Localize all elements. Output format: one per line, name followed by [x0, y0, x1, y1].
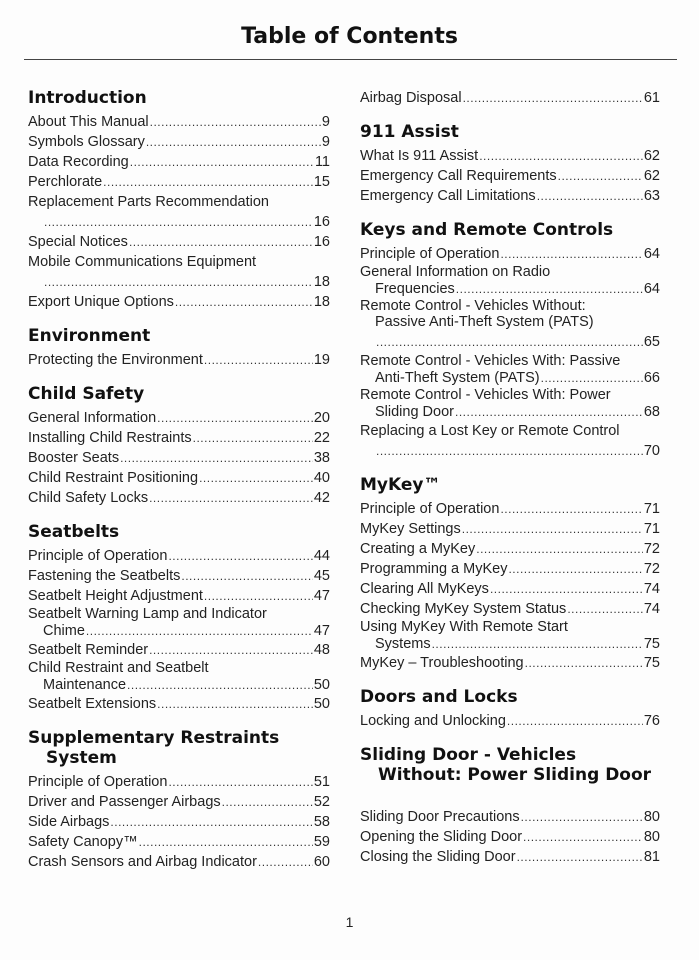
- dot-leader: [558, 166, 643, 186]
- toc-entry-label: What Is 911 Assist: [360, 148, 479, 164]
- toc-entry-line: [28, 132, 330, 152]
- toc-entry-label: Fastening the Seatbelts: [28, 568, 181, 584]
- section-heading: [28, 522, 330, 542]
- toc-entry-label: General Information: [28, 410, 157, 426]
- toc-entry-line: [360, 244, 660, 264]
- toc-entry[interactable]: [360, 264, 660, 298]
- toc-entry[interactable]: [28, 546, 330, 566]
- toc-entry-line: [360, 847, 660, 867]
- toc-entry[interactable]: [28, 232, 330, 252]
- toc-entry-label: Creating a MyKey: [360, 541, 476, 557]
- section-heading: [360, 475, 660, 495]
- toc-entry-label: MyKey – Troubleshooting: [360, 655, 524, 671]
- dot-leader: [103, 172, 313, 192]
- toc-entry-label: MyKey Settings: [360, 521, 461, 537]
- toc-entry-label: Closing the Sliding Door: [360, 849, 516, 865]
- toc-entry-page: 63: [643, 188, 660, 204]
- toc-entry-page: 70: [643, 443, 660, 459]
- toc-section-doors-and-locks: [360, 687, 660, 731]
- toc-entry-line: [28, 792, 330, 812]
- toc-entry-page: 16: [313, 234, 330, 250]
- dot-leader: [110, 812, 312, 832]
- toc-entry-line: [360, 146, 660, 166]
- toc-entry[interactable]: [28, 488, 330, 508]
- toc-entry[interactable]: [360, 827, 660, 847]
- toc-entry-line: [28, 272, 330, 292]
- toc-entry-label: Child Safety Locks: [28, 490, 149, 506]
- dot-leader: [193, 428, 313, 448]
- toc-entry-line: [360, 579, 660, 599]
- dot-leader: [376, 441, 643, 461]
- toc-entry-page: 59: [313, 834, 330, 850]
- toc-entry-page: 62: [643, 148, 660, 164]
- toc-entry-label: Protecting the Environment: [28, 352, 203, 368]
- toc-entry[interactable]: [360, 619, 660, 653]
- toc-entry-page: 76: [643, 713, 660, 729]
- toc-entry-page: 9: [321, 114, 330, 130]
- toc-entry-label: About This Manual: [28, 114, 149, 130]
- toc-entry-page: 62: [643, 168, 660, 184]
- toc-section: [360, 88, 660, 108]
- dot-leader: [44, 212, 313, 232]
- toc-entry-label: Principle of Operation: [360, 501, 500, 517]
- toc-section-keys-and-remote-controls: [360, 220, 660, 461]
- toc-entry[interactable]: [360, 579, 660, 599]
- toc-entry[interactable]: [360, 186, 660, 206]
- toc-entry-page: 38: [313, 450, 330, 466]
- dot-leader: [199, 468, 313, 488]
- toc-entry-label: Booster Seats: [28, 450, 120, 466]
- toc-entry-line: [28, 640, 330, 660]
- toc-entry-line: [360, 599, 660, 619]
- toc-entry-line: [28, 448, 330, 468]
- toc-entry[interactable]: [360, 519, 660, 539]
- section-heading-line: Child Safety: [28, 384, 145, 404]
- toc-entry-page: 66: [643, 370, 660, 386]
- toc-entry-line: [28, 622, 330, 640]
- dot-leader: [432, 635, 643, 653]
- toc-entry[interactable]: [28, 172, 330, 192]
- dot-leader: [537, 186, 643, 206]
- section-heading: [360, 122, 660, 142]
- section-heading-line: Introduction: [28, 88, 147, 108]
- toc-entry[interactable]: [28, 640, 330, 660]
- toc-entry-page: 75: [643, 636, 660, 652]
- toc-entry-page: 74: [643, 581, 660, 597]
- toc-entry-page: 11: [314, 154, 330, 170]
- page-number: 1: [345, 914, 354, 930]
- toc-entry[interactable]: [360, 499, 660, 519]
- toc-entry[interactable]: [28, 192, 330, 232]
- toc-entry-page: 71: [643, 501, 660, 517]
- toc-entry-line: [360, 186, 660, 206]
- toc-entry[interactable]: [360, 387, 660, 421]
- toc-entry[interactable]: [360, 166, 660, 186]
- toc-entry-label: Maintenance: [43, 677, 127, 693]
- toc-entry-label: Symbols Glossary: [28, 134, 145, 150]
- toc-entry[interactable]: [28, 772, 330, 792]
- toc-entry-line: [360, 499, 660, 519]
- toc-entry-line: [360, 519, 660, 539]
- toc-entry[interactable]: [28, 292, 330, 312]
- section-heading: [360, 745, 660, 785]
- toc-entry-page: 52: [313, 794, 330, 810]
- toc-entry-label: Clearing All MyKeys: [360, 581, 489, 597]
- dot-leader: [521, 807, 643, 827]
- section-heading: [28, 326, 330, 346]
- toc-entry-page: 75: [643, 655, 660, 671]
- toc-entry-page: 51: [313, 774, 330, 790]
- toc-entry-label: Driver and Passenger Airbags: [28, 794, 221, 810]
- toc-entry-page: 81: [643, 849, 660, 865]
- dot-leader: [139, 832, 313, 852]
- toc-entry-label: Side Airbags: [28, 814, 110, 830]
- toc-entry-line: [28, 546, 330, 566]
- section-heading-line: Environment: [28, 326, 151, 346]
- toc-entry-page: 72: [643, 541, 660, 557]
- toc-entry-page: 68: [643, 404, 660, 420]
- toc-entry-line: [28, 676, 330, 694]
- dot-leader: [490, 579, 643, 599]
- dot-leader: [150, 112, 321, 132]
- toc-entry[interactable]: [28, 566, 330, 586]
- dot-leader: [500, 244, 642, 264]
- section-heading-line: Seatbelts: [28, 522, 120, 542]
- toc-entry-label: Principle of Operation: [360, 246, 500, 262]
- toc-entry-line: [360, 653, 660, 673]
- toc-entry-label: Checking MyKey System Status: [360, 601, 567, 617]
- toc-entry[interactable]: [360, 146, 660, 166]
- dot-leader: [476, 539, 643, 559]
- toc-entry-label: Airbag Disposal: [360, 90, 462, 106]
- dot-leader: [376, 331, 643, 353]
- dot-leader: [507, 711, 643, 731]
- toc-entry-label: Principle of Operation: [28, 774, 168, 790]
- toc-entry[interactable]: [28, 812, 330, 832]
- section-heading: [28, 384, 330, 404]
- toc-section-911-assist: [360, 122, 660, 206]
- toc-entry-page: 60: [313, 854, 330, 870]
- toc-entry-label: Frequencies: [375, 281, 455, 297]
- toc-entry-label: Passive Anti-Theft System (PATS): [375, 314, 594, 330]
- toc-entry-line: [28, 350, 330, 370]
- toc-entry-page: 64: [643, 281, 660, 297]
- toc-entry[interactable]: [360, 421, 660, 461]
- toc-entry[interactable]: [28, 468, 330, 488]
- toc-entry-label: Emergency Call Limitations: [360, 188, 536, 204]
- toc-entry-page: 48: [313, 642, 330, 658]
- toc-entry-page: 61: [643, 90, 660, 106]
- toc-entry[interactable]: [28, 112, 330, 132]
- dot-leader: [120, 448, 313, 468]
- toc-entry-page: 80: [643, 829, 660, 845]
- dot-leader: [258, 852, 313, 872]
- dot-leader: [500, 499, 642, 519]
- toc-entry-page: 19: [313, 352, 330, 368]
- toc-entry-label: Safety Canopy™: [28, 834, 138, 850]
- toc-entry-label: Child Restraint and Seatbelt: [28, 660, 209, 676]
- toc-entry-label: Installing Child Restraints: [28, 430, 192, 446]
- toc-entry-label: Emergency Call Requirements: [360, 168, 557, 184]
- toc-entry-page: 47: [313, 588, 330, 604]
- toc-entry-line: [360, 807, 660, 827]
- toc-entry-page: 20: [313, 410, 330, 426]
- toc-section-seatbelts: [28, 522, 330, 714]
- section-heading: [28, 88, 330, 108]
- toc-entry-line: [360, 711, 660, 731]
- toc-entry-label: Special Notices: [28, 234, 128, 250]
- toc-entry-line: [360, 331, 660, 353]
- dot-leader: [146, 132, 321, 152]
- section-heading: [360, 220, 660, 240]
- toc-entry-page: 80: [643, 809, 660, 825]
- toc-entry-line: [360, 369, 660, 387]
- toc-entry-line: [28, 488, 330, 508]
- toc-entry-page: 22: [313, 430, 330, 446]
- toc-entry-page: 65: [643, 334, 660, 350]
- toc-entry-page: 18: [313, 274, 330, 290]
- toc-entry[interactable]: [28, 832, 330, 852]
- toc-entry-line: [28, 468, 330, 488]
- toc-section-mykey: [360, 475, 660, 673]
- dot-leader: [149, 488, 313, 508]
- toc-entry[interactable]: [360, 599, 660, 619]
- toc-entry-line: [28, 852, 330, 872]
- toc-entry-label: Sliding Door Precautions: [360, 809, 520, 825]
- toc-entry-page: 42: [313, 490, 330, 506]
- dot-leader: [455, 403, 643, 421]
- toc-entry-line: [28, 212, 330, 232]
- toc-entry[interactable]: [360, 298, 660, 353]
- dot-leader: [175, 292, 313, 312]
- toc-right-column: [360, 88, 660, 867]
- section-heading-line: 911 Assist: [360, 122, 459, 142]
- dot-leader: [86, 622, 313, 640]
- toc-entry-page: 50: [313, 677, 330, 693]
- dot-leader: [181, 566, 313, 586]
- page-title: Table of Contents: [241, 24, 458, 49]
- toc-entry[interactable]: [28, 408, 330, 428]
- section-heading-line: Doors and Locks: [360, 687, 518, 707]
- toc-entry-line: [28, 586, 330, 606]
- toc-entry[interactable]: [360, 539, 660, 559]
- toc-entry-line: [360, 403, 660, 421]
- toc-entry[interactable]: [360, 847, 660, 867]
- toc-entry-label: Mobile Communications Equipment: [28, 254, 257, 270]
- toc-entry[interactable]: [360, 559, 660, 579]
- dot-leader: [463, 88, 643, 108]
- dot-leader: [204, 586, 313, 606]
- toc-entry-label: Programming a MyKey: [360, 561, 508, 577]
- section-heading: [360, 687, 660, 707]
- toc-section-supplementary-restraints: [28, 728, 330, 872]
- toc-entry-page: 47: [313, 623, 330, 639]
- toc-entry-page: 64: [643, 246, 660, 262]
- dot-leader: [541, 369, 643, 387]
- toc-entry-line: [28, 772, 330, 792]
- toc-entry-page: 45: [313, 568, 330, 584]
- toc-entry-page: 40: [313, 470, 330, 486]
- toc-entry-line: [360, 88, 660, 108]
- toc-entry[interactable]: [28, 792, 330, 812]
- toc-section-sliding-door-vehicles: [360, 745, 660, 867]
- dot-leader: [127, 676, 313, 694]
- toc-entry-label: Principle of Operation: [28, 548, 168, 564]
- toc-entry-line: [28, 292, 330, 312]
- dot-leader: [523, 827, 643, 847]
- toc-entry-label: Export Unique Options: [28, 294, 174, 310]
- toc-entry-page: 72: [643, 561, 660, 577]
- toc-entry-line: [28, 112, 330, 132]
- toc-entry-line: [28, 232, 330, 252]
- dot-leader: [44, 272, 313, 292]
- toc-entry-label: Opening the Sliding Door: [360, 829, 523, 845]
- toc-entry-label: Remote Control - Vehicles With: Passive: [360, 353, 621, 369]
- section-heading-line: Without: Power Sliding Door: [378, 765, 652, 785]
- toc-left-column: [28, 88, 330, 872]
- dot-leader: [157, 694, 313, 714]
- section-heading-line: MyKey™: [360, 475, 441, 495]
- toc-entry-line: [360, 559, 660, 579]
- toc-entry-line: [360, 539, 660, 559]
- toc-entry-label: Replacement Parts Recommendation: [28, 194, 269, 210]
- toc-entry[interactable]: [28, 152, 330, 172]
- toc-section-introduction: [28, 88, 330, 312]
- toc-entry-label: Locking and Unlocking: [360, 713, 506, 729]
- toc-entry-page: 9: [321, 134, 330, 150]
- toc-entry-label: Systems: [375, 636, 431, 652]
- toc-entry[interactable]: [28, 852, 330, 872]
- dot-leader: [157, 408, 313, 428]
- toc-entry-label: Sliding Door: [375, 404, 454, 420]
- section-heading-line: System: [46, 748, 117, 768]
- toc-entry-page: 15: [313, 174, 330, 190]
- toc-entry-label: Chime: [43, 623, 85, 639]
- toc-entry-line: [28, 172, 330, 192]
- toc-entry-label: Data Recording: [28, 154, 129, 170]
- toc-entry[interactable]: [360, 88, 660, 108]
- toc-entry-line: [28, 566, 330, 586]
- title-divider: [24, 59, 677, 60]
- toc-entry[interactable]: [360, 244, 660, 264]
- dot-leader: [130, 152, 314, 172]
- section-heading-line: Sliding Door - Vehicles: [360, 745, 577, 765]
- dot-leader: [168, 772, 312, 792]
- toc-entry[interactable]: [28, 132, 330, 152]
- dot-leader: [222, 792, 313, 812]
- toc-entry-label: Seatbelt Height Adjustment: [28, 588, 203, 604]
- toc-entry[interactable]: [28, 350, 330, 370]
- toc-entry-page: 16: [313, 214, 330, 230]
- toc-entry-label: Remote Control - Vehicles With: Power: [360, 387, 611, 403]
- toc-entry[interactable]: [360, 653, 660, 673]
- toc-entry-page: 44: [313, 548, 330, 564]
- toc-entry-label: Perchlorate: [28, 174, 103, 190]
- toc-entry-label: Crash Sensors and Airbag Indicator: [28, 854, 257, 870]
- toc-entry-label: Seatbelt Warning Lamp and Indicator: [28, 606, 267, 622]
- dot-leader: [525, 653, 643, 673]
- section-heading: [28, 728, 330, 768]
- toc-entry-label: Anti-Theft System (PATS): [375, 370, 540, 386]
- toc-entry-line: [360, 827, 660, 847]
- toc-entry[interactable]: [28, 660, 330, 694]
- dot-leader: [456, 280, 643, 298]
- dot-leader: [567, 599, 643, 619]
- toc-entry-line: [28, 408, 330, 428]
- toc-entry-line: [360, 280, 660, 298]
- toc-entry-label: Using MyKey With Remote Start: [360, 619, 568, 635]
- toc-entry-line: [28, 152, 330, 172]
- toc-entry-label: General Information on Radio: [360, 264, 551, 280]
- toc-entry-page: 50: [313, 696, 330, 712]
- toc-entry[interactable]: [360, 353, 660, 387]
- toc-entry-label: Seatbelt Reminder: [28, 642, 149, 658]
- toc-entry-line: [360, 635, 660, 653]
- dot-leader: [149, 640, 313, 660]
- dot-leader: [129, 232, 313, 252]
- toc-entry-line: [360, 166, 660, 186]
- toc-entry[interactable]: [28, 252, 330, 292]
- toc-entry[interactable]: [28, 606, 330, 640]
- toc-entry-page: 18: [313, 294, 330, 310]
- dot-leader: [517, 847, 643, 867]
- toc-entry-line: [28, 832, 330, 852]
- toc-entry[interactable]: [28, 694, 330, 714]
- toc-entry-line: [360, 441, 660, 461]
- toc-entry-page: 71: [643, 521, 660, 537]
- section-heading-line: Supplementary Restraints: [28, 728, 280, 748]
- dot-leader: [462, 519, 643, 539]
- toc-entry[interactable]: [28, 448, 330, 468]
- dot-leader: [508, 559, 642, 579]
- toc-entry-page: 58: [313, 814, 330, 830]
- section-heading-line: Keys and Remote Controls: [360, 220, 614, 240]
- toc-entry-line: [28, 428, 330, 448]
- toc-entry-line: [28, 694, 330, 714]
- toc-entry-page: 74: [643, 601, 660, 617]
- toc-entry-line: [28, 812, 330, 832]
- toc-entry[interactable]: [28, 586, 330, 606]
- toc-entry[interactable]: [360, 711, 660, 731]
- dot-leader: [479, 146, 643, 166]
- toc-entry-label: Seatbelt Extensions: [28, 696, 157, 712]
- dot-leader: [204, 350, 313, 370]
- toc-entry[interactable]: [28, 428, 330, 448]
- toc-section-environment: [28, 326, 330, 370]
- toc-entry-label: Replacing a Lost Key or Remote Control: [360, 423, 620, 439]
- toc-entry[interactable]: [360, 807, 660, 827]
- dot-leader: [168, 546, 312, 566]
- toc-entry-label: Child Restraint Positioning: [28, 470, 199, 486]
- toc-entry-label: Remote Control - Vehicles Without:: [360, 298, 586, 314]
- toc-section-child-safety: [28, 384, 330, 508]
